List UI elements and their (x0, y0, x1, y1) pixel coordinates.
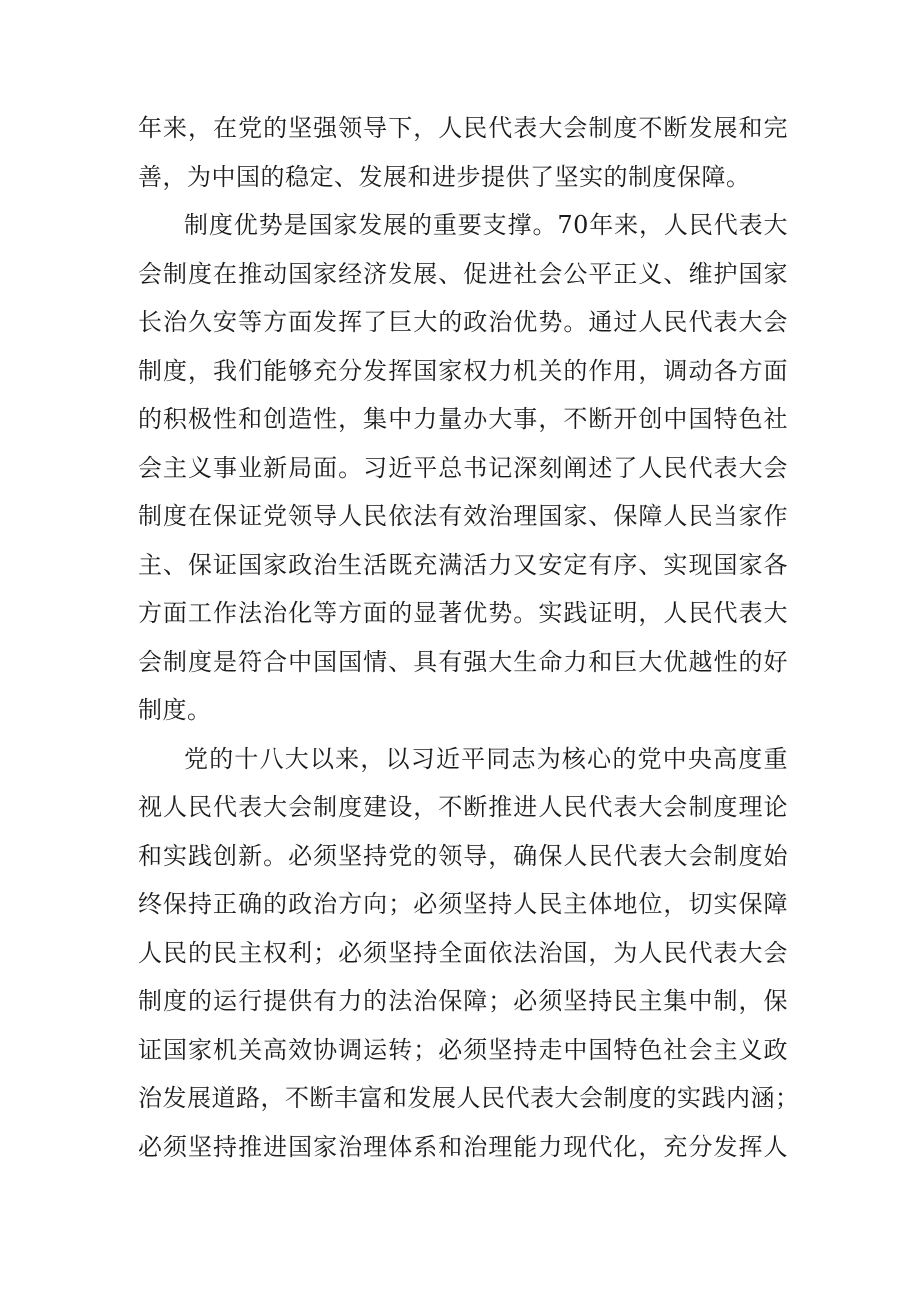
text-line: 长治久安等方面发挥了巨大的政治优势。通过人民代表大会 (138, 308, 788, 336)
body-text (138, 104, 800, 1171)
text-line: 治发展道路，不断丰富和发展人民代表大会制度的实践内涵； (138, 1084, 800, 1112)
text-line: 制度在保证党领导人民依法有效治理国家、保障人民当家作 (138, 502, 788, 530)
text-line: 会制度在推动国家经济发展、促进社会公平正义、维护国家 (138, 259, 788, 288)
text-line: 证国家机关高效协调运转；必须坚持走中国特色社会主义政 (138, 1035, 788, 1064)
text-line: 制度优势是国家发展的重要支撑。70年来，人民代表大 (184, 211, 788, 239)
paragraph-3 (138, 735, 800, 1172)
text-line: 会制度是符合中国国情、具有强大生命力和巨大优越性的好 (138, 647, 788, 676)
text-line: 视人民代表大会制度建设，不断推进人民代表大会制度理论 (138, 793, 788, 821)
text-line: 会主义事业新局面。习近平总书记深刻阐述了人民代表大会 (138, 453, 788, 482)
text-line: 和实践创新。必须坚持党的领导，确保人民代表大会制度始 (138, 841, 788, 870)
text-line: 党的十八大以来，以习近平同志为核心的党中央高度重 (184, 744, 788, 773)
text-line: 年来，在党的坚强领导下，人民代表大会制度不断发展和完 (138, 114, 788, 142)
paragraph-1 (138, 104, 788, 201)
text-line: 制度，我们能够充分发挥国家权力机关的作用，调动各方面 (138, 356, 788, 385)
text-line: 必须坚持推进国家治理体系和治理能力现代化，充分发挥人 (138, 1132, 788, 1161)
text-line: 方面工作法治化等方面的显著优势。实践证明，人民代表大 (138, 599, 788, 627)
text-line: 终保持正确的政治方向；必须坚持人民主体地位，切实保障 (138, 890, 788, 918)
text-line: 的积极性和创造性，集中力量办大事，不断开创中国特色社 (138, 405, 788, 433)
text-line: 主、保证国家政治生活既充满活力又安定有序、实现国家各 (138, 550, 788, 579)
text-line: 制度的运行提供有力的法治保障；必须坚持民主集中制，保 (138, 987, 788, 1015)
text-line: 制度。 (138, 696, 212, 724)
text-line: 人民的民主权利；必须坚持全面依法治国，为人民代表大会 (138, 938, 788, 967)
paragraph-2 (138, 201, 788, 735)
text-line: 善，为中国的稳定、发展和进步提供了坚实的制度保障。 (138, 162, 751, 191)
